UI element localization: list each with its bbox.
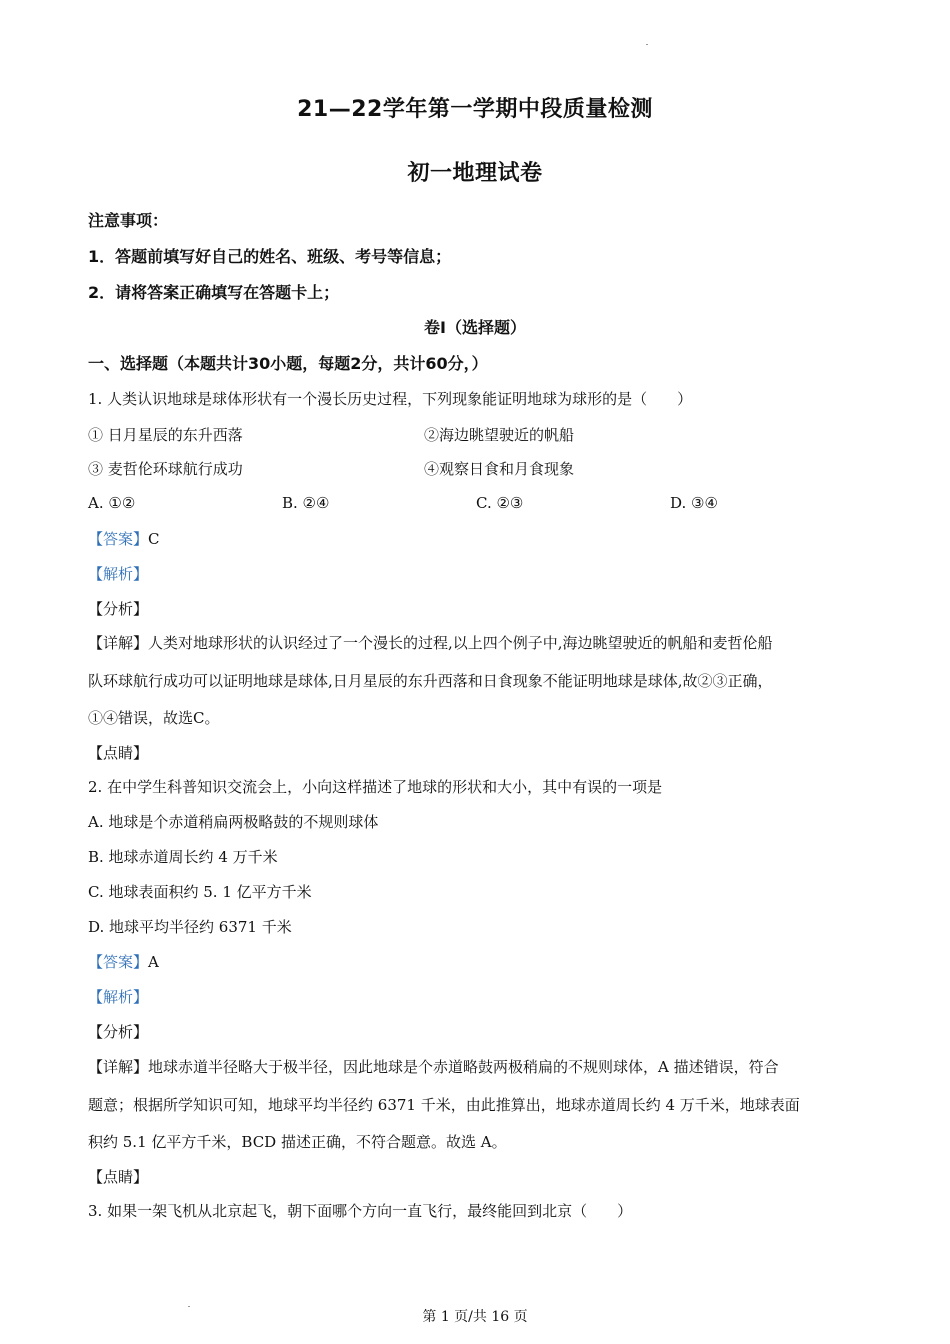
q2-fenxi-label: 【分析】	[88, 1023, 149, 1041]
notice-heading: 注意事项：	[88, 211, 169, 230]
q1-statement-1: ① 日月星辰的东升西落	[88, 426, 243, 444]
section-heading: 一、选择题（本题共计30小题，每题2分，共计60分，）	[88, 354, 488, 373]
q2-option-d: D. 地球平均半径约 6371 千米	[88, 918, 292, 936]
q2-stem: 2. 在中学生科普知识交流会上，小向这样描述了地球的形状和大小，其中有误的一项是	[88, 778, 663, 796]
q2-detail-line-1	[88, 1057, 863, 1077]
answer-value: A	[148, 953, 159, 971]
detail-label: 【详解】	[88, 634, 149, 652]
q2-detail-line-3: 积约 5.1 亿平方千米，BCD 描述正确，不符合题意。故选 A。	[88, 1133, 507, 1151]
q1-stem: 1. 人类认识地球是球体形状有一个漫长历史过程，下列现象能证明地球为球形的是（ ）	[88, 390, 693, 408]
page-footer: 第 1 页/共 16 页	[422, 1309, 528, 1325]
notice-item-2: 2．请将答案正确填写在答题卡上；	[88, 283, 340, 302]
q2-analysis-label: 【解析】	[88, 988, 149, 1006]
page-subtitle: 初一地理试卷	[407, 161, 543, 186]
q1-detail-line-1	[88, 633, 863, 653]
q1-option-b: B. ②④	[282, 494, 330, 512]
answer-value: C	[148, 530, 160, 548]
q1-option-d: D. ③④	[670, 494, 718, 512]
q2-option-a: A. 地球是个赤道稍扁两极略鼓的不规则球体	[88, 813, 379, 831]
detail-text: 地球赤道半径略大于极半径，因此地球是个赤道略鼓两极稍扁的不规则球体，A 描述错误，符合	[148, 1058, 779, 1076]
q2-option-b: B. 地球赤道周长约 4 万千米	[88, 848, 278, 866]
q2-detail-line-2: 题意；根据所学知识可知，地球平均半径约 6371 千米，由此推算出，地球赤道周长约 4 万千米，地球表面	[88, 1096, 800, 1114]
q1-answer	[88, 529, 863, 549]
q1-statement-2: ②海边眺望驶近的帆船	[424, 426, 575, 444]
q3-stem: 3. 如果一架飞机从北京起飞，朝下面哪个方向一直飞行，最终能回到北京（ ）	[88, 1202, 633, 1220]
q1-option-c: C. ②③	[476, 494, 524, 512]
q1-detail-line-2: 队环球航行成功可以证明地球是球体,日月星辰的东升西落和日食现象不能证明地球是球体,故②③正确，	[88, 672, 773, 690]
volume-heading: 卷I（选择题）	[424, 318, 526, 337]
answer-label: 【答案】	[88, 953, 149, 971]
q1-option-a: A. ①②	[88, 494, 136, 512]
scan-dot	[646, 44, 648, 45]
q1-analysis-label: 【解析】	[88, 565, 149, 583]
detail-label: 【详解】	[88, 1058, 149, 1076]
q2-answer	[88, 952, 863, 972]
detail-text: 人类对地球形状的认识经过了一个漫长的过程,以上四个例子中,海边眺望驶近的帆船和麦哲伦船	[148, 634, 773, 652]
q1-statement-4: ④观察日食和月食现象	[424, 460, 575, 478]
q1-dianjing-label: 【点睛】	[88, 744, 149, 762]
q1-statement-3: ③ 麦哲伦环球航行成功	[88, 460, 243, 478]
q1-fenxi-label: 【分析】	[88, 600, 149, 618]
q2-option-c: C. 地球表面积约 5. 1 亿平方千米	[88, 883, 312, 901]
q2-dianjing-label: 【点睛】	[88, 1168, 149, 1186]
q1-detail-line-3: ①④错误，故选C。	[88, 709, 220, 727]
page-title: 21—22学年第一学期中段质量检测	[297, 97, 653, 122]
answer-label: 【答案】	[88, 530, 149, 548]
notice-item-1: 1．答题前填写好自己的姓名、班级、考号等信息；	[88, 247, 452, 266]
